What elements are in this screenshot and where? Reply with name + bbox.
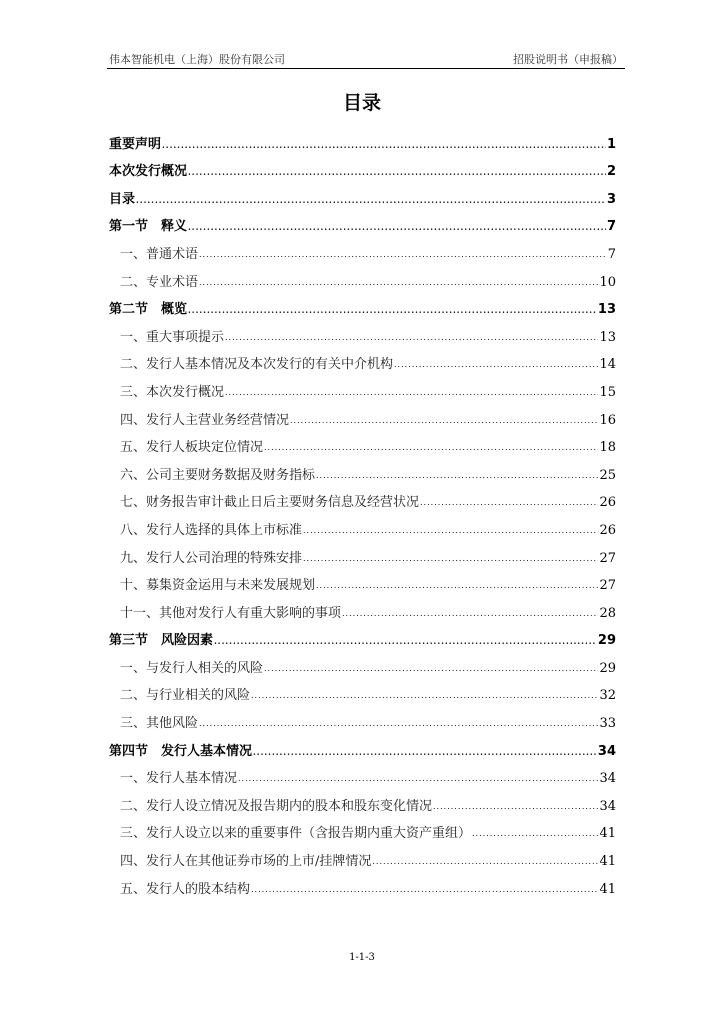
- toc-entry-title: 一、发行人基本情况: [120, 771, 238, 787]
- toc-entry-page: 15: [599, 384, 616, 400]
- toc-entry-page: 26: [599, 495, 616, 511]
- toc-section-entry[interactable]: [109, 290, 616, 318]
- page-header: [107, 50, 625, 69]
- toc-dot-leader: [420, 496, 598, 510]
- toc-entry-page: 33: [599, 716, 616, 732]
- toc-entry-title: 第三节 风险因素: [109, 633, 214, 649]
- toc-subsection-entry[interactable]: [109, 841, 616, 869]
- toc-entry-title: 三、本次发行概况: [120, 384, 225, 400]
- toc-dot-leader: [251, 883, 598, 897]
- toc-subsection-entry[interactable]: [109, 648, 616, 676]
- toc-entry-page: 27: [599, 578, 616, 594]
- toc-entry-page: 34: [599, 771, 616, 787]
- toc-entry-page: 27: [599, 550, 616, 566]
- toc-dot-leader: [290, 414, 598, 428]
- toc-entry-title: 五、发行人的股本结构: [120, 881, 251, 897]
- toc-dot-leader: [188, 220, 606, 234]
- toc-subsection-entry[interactable]: [109, 869, 616, 897]
- toc-subsection-entry[interactable]: [109, 814, 616, 842]
- toc-dot-leader: [372, 855, 598, 869]
- toc-dot-leader: [188, 165, 606, 179]
- toc-entry-title: 二、发行人基本情况及本次发行的有关中介机构: [120, 357, 394, 373]
- toc-entry-page: 26: [599, 522, 616, 538]
- toc-entry-page: 1: [606, 136, 616, 152]
- toc-entry-page: 28: [599, 605, 616, 621]
- toc-entry-title: 一、普通术语: [120, 246, 199, 262]
- toc-dot-leader: [316, 579, 598, 593]
- toc-entry-title: 二、发行人设立情况及报告期内的股本和股东变化情况: [120, 798, 433, 814]
- toc-entry-page: 34: [597, 743, 616, 759]
- toc-subsection-entry[interactable]: [109, 262, 616, 290]
- toc-section-entry[interactable]: [109, 621, 616, 649]
- toc-entry-title: 七、财务报告审计截止日后主要财务信息及经营状况: [120, 495, 420, 511]
- table-of-contents: [109, 124, 616, 897]
- toc-section-entry[interactable]: [109, 731, 616, 759]
- toc-entry-title: 十、募集资金运用与未来发展规划: [120, 578, 316, 594]
- header-document-type: 招股说明书（申报稿）: [513, 53, 623, 66]
- toc-dot-leader: [162, 138, 606, 152]
- toc-entry-title: 第一节 释义: [109, 219, 188, 235]
- toc-entry-page: 16: [599, 412, 616, 428]
- toc-dot-leader: [199, 248, 607, 262]
- toc-entry-page: 41: [599, 826, 616, 842]
- toc-subsection-entry[interactable]: [109, 455, 616, 483]
- toc-subsection-entry[interactable]: [109, 786, 616, 814]
- toc-entry-title: 八、发行人选择的具体上市标准: [120, 522, 303, 538]
- toc-dot-leader: [303, 552, 598, 566]
- toc-entry-page: 2: [606, 164, 616, 180]
- toc-subsection-entry[interactable]: [109, 317, 616, 345]
- toc-entry-title: 二、专业术语: [120, 274, 199, 290]
- toc-entry-page: 14: [599, 357, 616, 373]
- toc-entry-title: 十一、其他对发行人有重大影响的事项: [120, 605, 342, 621]
- toc-subsection-entry[interactable]: [109, 345, 616, 373]
- toc-entry-title: 第四节 发行人基本情况: [109, 743, 253, 759]
- toc-dot-leader: [472, 827, 598, 841]
- toc-dot-leader: [433, 800, 598, 814]
- toc-entry-title: 三、发行人设立以来的重要事件（含报告期内重大资产重组）: [120, 826, 472, 842]
- toc-section-entry[interactable]: [109, 124, 616, 152]
- toc-subsection-entry[interactable]: [109, 234, 616, 262]
- toc-dot-leader: [264, 441, 598, 455]
- toc-entry-page: 29: [599, 660, 616, 676]
- toc-subsection-entry[interactable]: [109, 676, 616, 704]
- toc-entry-page: 10: [599, 274, 616, 290]
- toc-entry-page: 7: [607, 246, 616, 262]
- toc-subsection-entry[interactable]: [109, 510, 616, 538]
- toc-subsection-entry[interactable]: [109, 566, 616, 594]
- toc-dot-leader: [253, 745, 597, 759]
- header-company-name: 伟本智能机电（上海）股份有限公司: [109, 53, 285, 66]
- toc-subsection-entry[interactable]: [109, 483, 616, 511]
- page-title: 目录: [342, 92, 381, 114]
- toc-dot-leader: [188, 303, 597, 317]
- toc-entry-title: 一、与发行人相关的风险: [120, 660, 264, 676]
- toc-dot-leader: [394, 358, 598, 372]
- toc-entry-title: 九、发行人公司治理的特殊安排: [120, 550, 303, 566]
- toc-section-entry[interactable]: [109, 207, 616, 235]
- toc-entry-page: 3: [606, 191, 616, 207]
- toc-subsection-entry[interactable]: [109, 703, 616, 731]
- page-number: 1-1-3: [349, 952, 375, 963]
- toc-entry-page: 25: [599, 467, 616, 483]
- toc-entry-page: 41: [599, 881, 616, 897]
- toc-entry-page: 7: [606, 219, 616, 235]
- toc-section-entry[interactable]: [109, 152, 616, 180]
- toc-entry-title: 五、发行人板块定位情况: [120, 440, 264, 456]
- toc-entry-title: 四、发行人在其他证券市场的上市/挂牌情况: [120, 854, 372, 870]
- toc-subsection-entry[interactable]: [109, 400, 616, 428]
- toc-entry-page: 18: [599, 440, 616, 456]
- toc-entry-title: 第二节 概览: [109, 302, 188, 318]
- toc-subsection-entry[interactable]: [109, 428, 616, 456]
- toc-dot-leader: [251, 689, 598, 703]
- toc-dot-leader: [199, 717, 598, 731]
- toc-subsection-entry[interactable]: [109, 759, 616, 787]
- toc-subsection-entry[interactable]: [109, 593, 616, 621]
- toc-entry-title: 本次发行概况: [109, 164, 188, 180]
- toc-dot-leader: [342, 607, 598, 621]
- toc-dot-leader: [225, 331, 598, 345]
- toc-section-entry[interactable]: [109, 179, 616, 207]
- toc-dot-leader: [316, 469, 598, 483]
- toc-entry-title: 目录: [109, 191, 136, 207]
- toc-dot-leader: [214, 634, 597, 648]
- toc-entry-page: 13: [599, 329, 616, 345]
- toc-entry-page: 13: [597, 302, 616, 318]
- toc-dot-leader: [225, 386, 598, 400]
- toc-entry-title: 二、与行业相关的风险: [120, 688, 251, 704]
- toc-dot-leader: [136, 193, 606, 207]
- toc-dot-leader: [264, 662, 598, 676]
- toc-entry-title: 四、发行人主营业务经营情况: [120, 412, 290, 428]
- toc-dot-leader: [303, 524, 598, 538]
- toc-subsection-entry[interactable]: [109, 538, 616, 566]
- toc-entry-page: 32: [599, 688, 616, 704]
- toc-entry-title: 一、重大事项提示: [120, 329, 225, 345]
- toc-dot-leader: [238, 772, 598, 786]
- toc-dot-leader: [199, 276, 598, 290]
- toc-entry-title: 六、公司主要财务数据及财务指标: [120, 467, 316, 483]
- toc-entry-page: 41: [599, 854, 616, 870]
- toc-entry-page: 34: [599, 798, 616, 814]
- toc-entry-page: 29: [597, 633, 616, 649]
- toc-entry-title: 重要声明: [109, 136, 162, 152]
- toc-subsection-entry[interactable]: [109, 372, 616, 400]
- toc-entry-title: 三、其他风险: [120, 716, 199, 732]
